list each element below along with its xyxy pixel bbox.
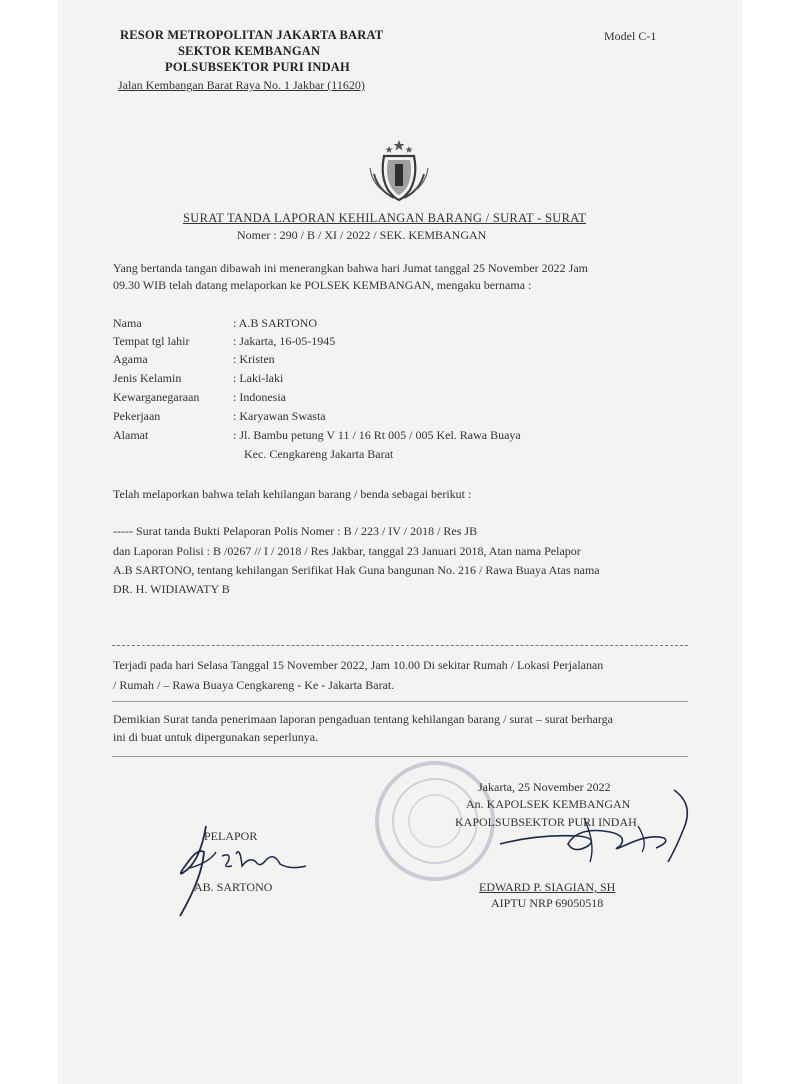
lost-item-line: dan Laporan Polisi : B /0267 // I / 2018 / Res Jakbar, tanggal 23 Januari 2018, Atan nama Pelapor <box>113 544 581 558</box>
header-line-2: SEKTOR KEMBANGAN <box>178 44 321 58</box>
field-value-continued: Kec. Cengkareng Jakarta Barat <box>244 447 394 461</box>
model-code: Model C-1 <box>604 29 657 43</box>
police-emblem-icon <box>364 138 434 204</box>
field-value: : A.B SARTONO <box>233 316 318 330</box>
incident-line-1: Terjadi pada hari Selasa Tanggal 15 November 2022, Jam 10.00 Di sekitar Rumah / Lokasi Perjalanan <box>113 658 604 672</box>
field-label: Agama <box>113 352 148 366</box>
intro-line-1: Yang bertanda tangan dibawah ini menerangkan bahwa hari Jumat tanggal 25 November 2022 Jam <box>113 261 588 275</box>
closing-line-2: ini di buat untuk dipergunakan seperlunya. <box>113 730 319 744</box>
document-title: SURAT TANDA LAPORAN KEHILANGAN BARANG / SURAT - SURAT <box>183 211 587 225</box>
field-value: : Kristen <box>233 352 275 366</box>
field-label: Alamat <box>113 428 149 442</box>
dashed-divider <box>112 645 688 646</box>
field-label: Pekerjaan <box>113 409 161 423</box>
reporter-label: PELAPOR <box>204 829 258 843</box>
officer-place-date: Jakarta, 25 November 2022 <box>478 780 611 794</box>
lost-item-line: ----- Surat tanda Bukti Pelaporan Polis Nomer : B / 223 / IV / 2018 / Res JB <box>113 524 478 538</box>
reporter-name: AB. SARTONO <box>194 880 273 894</box>
intro-line-2: 09.30 WIB telah datang melaporkan ke POLSEK KEMBANGAN, mengaku bernama : <box>113 278 532 292</box>
field-value: : Jakarta, 16-05-1945 <box>233 334 336 348</box>
lost-item-line: A.B SARTONO, tentang kehilangan Serifikat Hak Guna bangunan No. 216 / Rawa Buaya Atas nama <box>113 563 600 577</box>
field-label: Nama <box>113 316 142 330</box>
divider <box>112 701 688 702</box>
officer-rank: AIPTU NRP 69050518 <box>491 896 604 910</box>
field-label: Jenis Kelamin <box>113 371 182 385</box>
field-value: : Karyawan Swasta <box>233 409 326 423</box>
field-value: : Laki-laki <box>233 371 284 385</box>
closing-line-1: Demikian Surat tanda penerimaan laporan pengaduan tentang kehilangan barang / surat – surat berharga <box>113 712 613 726</box>
header-line-3: POLSUBSEKTOR PURI INDAH <box>165 60 350 74</box>
incident-line-2: / Rumah / – Rawa Buaya Cengkareng - Ke - Jakarta Barat. <box>113 678 395 692</box>
officer-name: EDWARD P. SIAGIAN, SH <box>479 880 616 894</box>
officer-signature <box>478 782 694 868</box>
field-label: Kewarganegaraan <box>113 390 200 404</box>
officer-position: KAPOLSUBSEKTOR PURI INDAH <box>455 815 637 829</box>
document-number: Nomer : 290 / B / XI / 2022 / SEK. KEMBANGAN <box>237 228 487 242</box>
officer-on-behalf: An. KAPOLSEK KEMBANGAN <box>466 797 631 811</box>
field-value: : Indonesia <box>233 390 286 404</box>
lost-item-line: DR. H. WIDIAWATY B <box>113 582 230 596</box>
reporter-signature <box>170 822 320 922</box>
field-value: : Jl. Bambu petung V 11 / 16 Rt 005 / 005 Kel. Rawa Buaya <box>233 428 521 442</box>
header-line-1: RESOR METROPOLITAN JAKARTA BARAT <box>120 28 384 42</box>
lost-intro: Telah melaporkan bahwa telah kehilangan barang / benda sebagai berikut : <box>113 487 472 501</box>
divider <box>112 756 688 757</box>
field-label: Tempat tgl lahir <box>113 334 190 348</box>
header-address: Jalan Kembangan Barat Raya No. 1 Jakbar (11620) <box>118 78 365 92</box>
